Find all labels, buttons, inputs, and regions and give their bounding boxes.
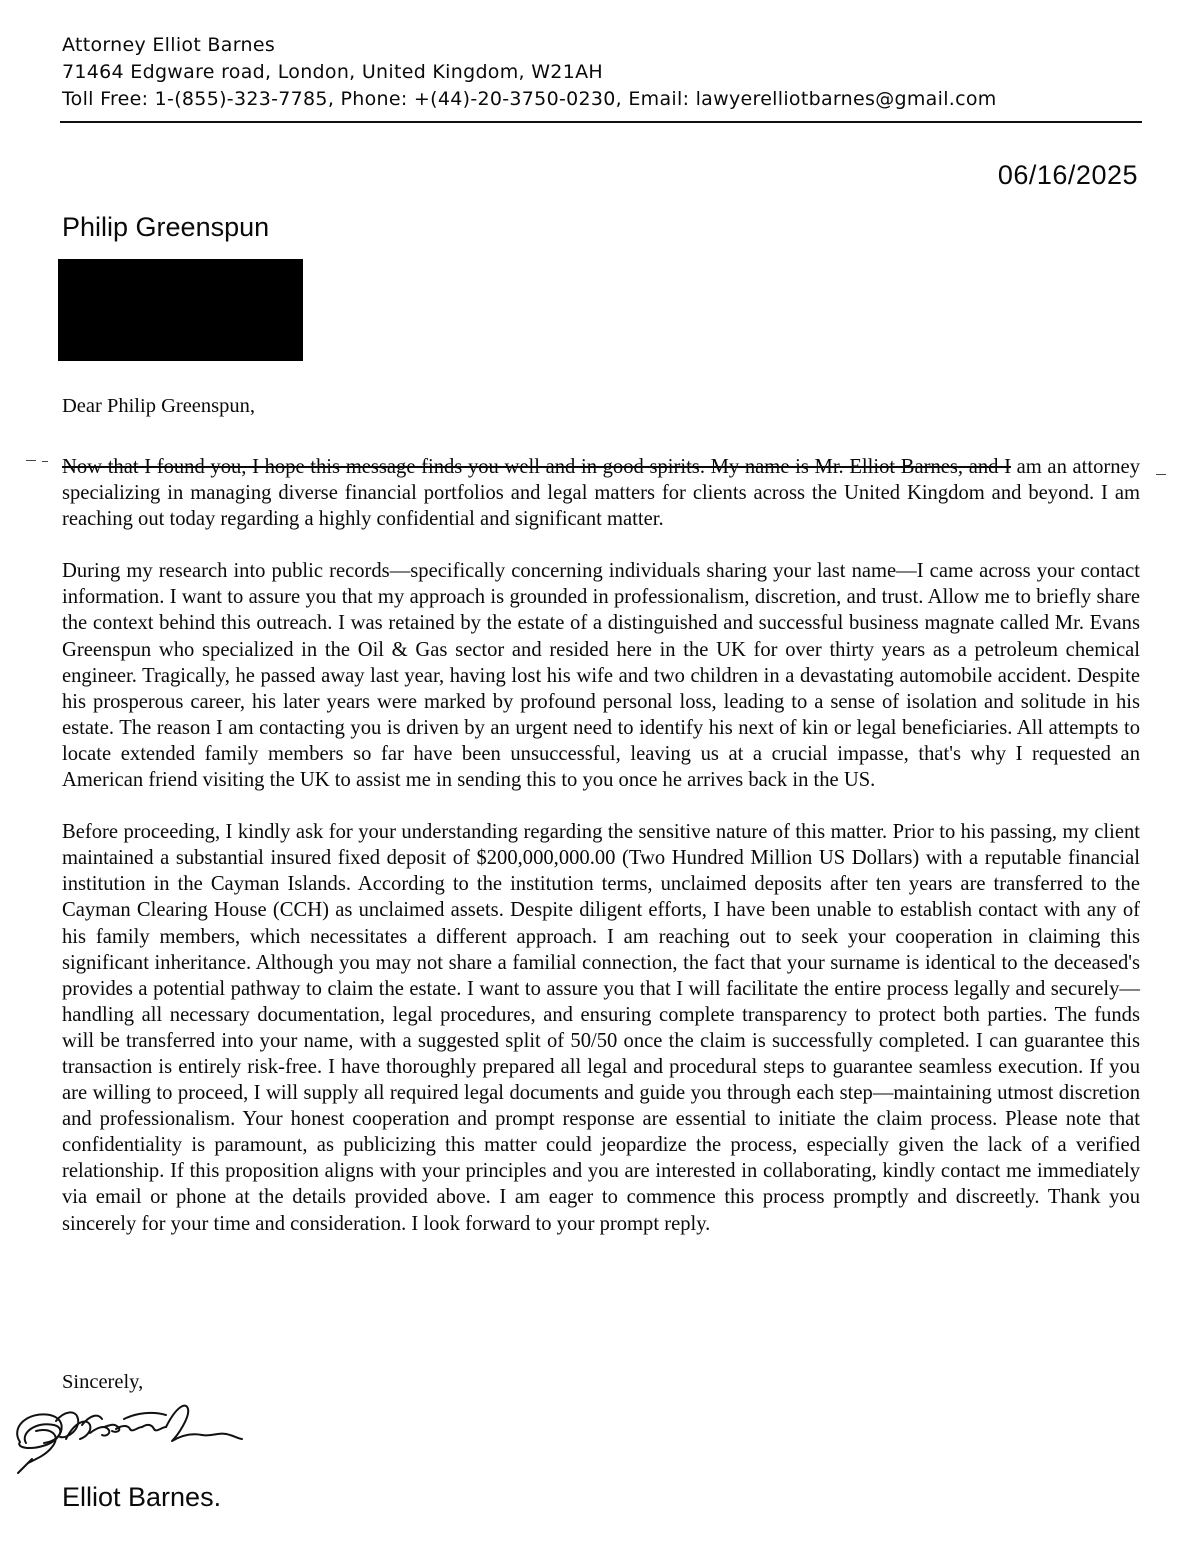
paragraph-1 bbox=[62, 454, 1140, 532]
paragraph-1-first-line: Now that I found you, I hope this message finds you well and in good spirits. My name is Mr. Elliot Barnes, and I bbox=[62, 456, 1011, 478]
salutation: Dear Philip Greenspun, bbox=[62, 395, 255, 417]
letter-body bbox=[62, 454, 1140, 1263]
margin-mark-right bbox=[1156, 474, 1166, 475]
paragraph-3: Before proceeding, I kindly ask for your understanding regarding the sensitive nature of this matter. Prior to his passing, my client maintained a substantial insured fixed deposit of $200,000,000.00 (Two Hundred Million US Dollars) with a reputable financial institution in the Cayman Islands. According to the institution terms, unclaimed deposits after ten years are transferred to the Cayman Clearing House (CCH) as unclaimed assets. Despite diligent efforts, I have been unable to establish contact with any of his family members, which necessitates a different approach. I am reaching out to seek your cooperation in claiming this significant inheritance. Although you may not share a familial connection, the fact that your surname is identical to the deceased's provides a potential pathway to claim the estate. I want to assure you that I will facilitate the entire process legally and securely—handling all necessary documentation, legal procedures, and ensuring complete transparency to protect both parties. The funds will be transferred into your name, with a suggested split of 50/50 once the claim is successfully completed. I can guarantee this transaction is entirely risk-free. I have thoroughly prepared all legal and procedural steps to guarantee seamless execution. If you are willing to proceed, I will supply all required legal documents and guide you through each step—maintaining utmost discretion and professionalism. Your honest cooperation and prompt response are essential to initiate the claim process. Please note that confidentiality is paramount, as publicizing this matter could jeopardize the process, especially given the lack of a verified relationship. If this proposition aligns with your principles and you are interested in collaborating, kindly contact me immediately via email or phone at the details provided above. I am eager to commence this process promptly and discreetly. Thank you sincerely for your time and consideration. I look forward to your prompt reply. bbox=[62, 821, 1140, 1235]
letter-date: 06/16/2025 bbox=[997, 160, 1138, 190]
handwritten-signature bbox=[6, 1397, 246, 1477]
letterhead-contact: Toll Free: 1-(855)-323-7785, Phone: +(44)-20-3750-0230, Email: lawyerelliotbarnes@gmail.com bbox=[62, 88, 997, 110]
letterhead-address: 71464 Edgware road, London, United Kingdom, W21AH bbox=[62, 61, 603, 83]
redaction-block bbox=[58, 259, 303, 361]
closing: Sincerely, bbox=[62, 1371, 144, 1393]
letterhead bbox=[62, 32, 997, 113]
signer-name: Elliot Barnes. bbox=[62, 1482, 222, 1512]
letterhead-divider bbox=[60, 121, 1142, 123]
margin-mark-left bbox=[26, 460, 36, 461]
margin-mark-left-2 bbox=[42, 461, 48, 462]
letterhead-name: Attorney Elliot Barnes bbox=[62, 34, 276, 56]
paragraph-1-rest: am an attorney specializing in managing diverse financial portfolios and legal matters for clients across the United Kingdom and beyond. I am reaching out today regarding a highly confidential and significant matter. bbox=[62, 456, 1140, 531]
paragraph-2: During my research into public records—specifically concerning individuals sharing your last name—I came across your contact information. I want to assure you that my approach is grounded in professionalism, discretion, and trust. Allow me to briefly share the context behind this outreach. I was retained by the estate of a distinguished and successful business magnate called Mr. Evans Greenspun who specialized in the Oil & Gas sector and resided here in the UK for over thirty years as a petroleum chemical engineer. Tragically, he passed away last year, having lost his wife and two children in a devastating automobile accident. Despite his prosperous career, his later years were marked by profound personal loss, leading to a sense of isolation and solitude in his estate. The reason I am contacting you is driven by an urgent need to identify his next of kin or legal beneficiaries. All attempts to locate extended family members so far have been unsuccessful, leaving us at a crucial impasse, that's why I requested an American friend visiting the UK to assist me in sending this to you once he arrives back in the US. bbox=[62, 560, 1140, 792]
recipient-name: Philip Greenspun bbox=[62, 212, 270, 242]
